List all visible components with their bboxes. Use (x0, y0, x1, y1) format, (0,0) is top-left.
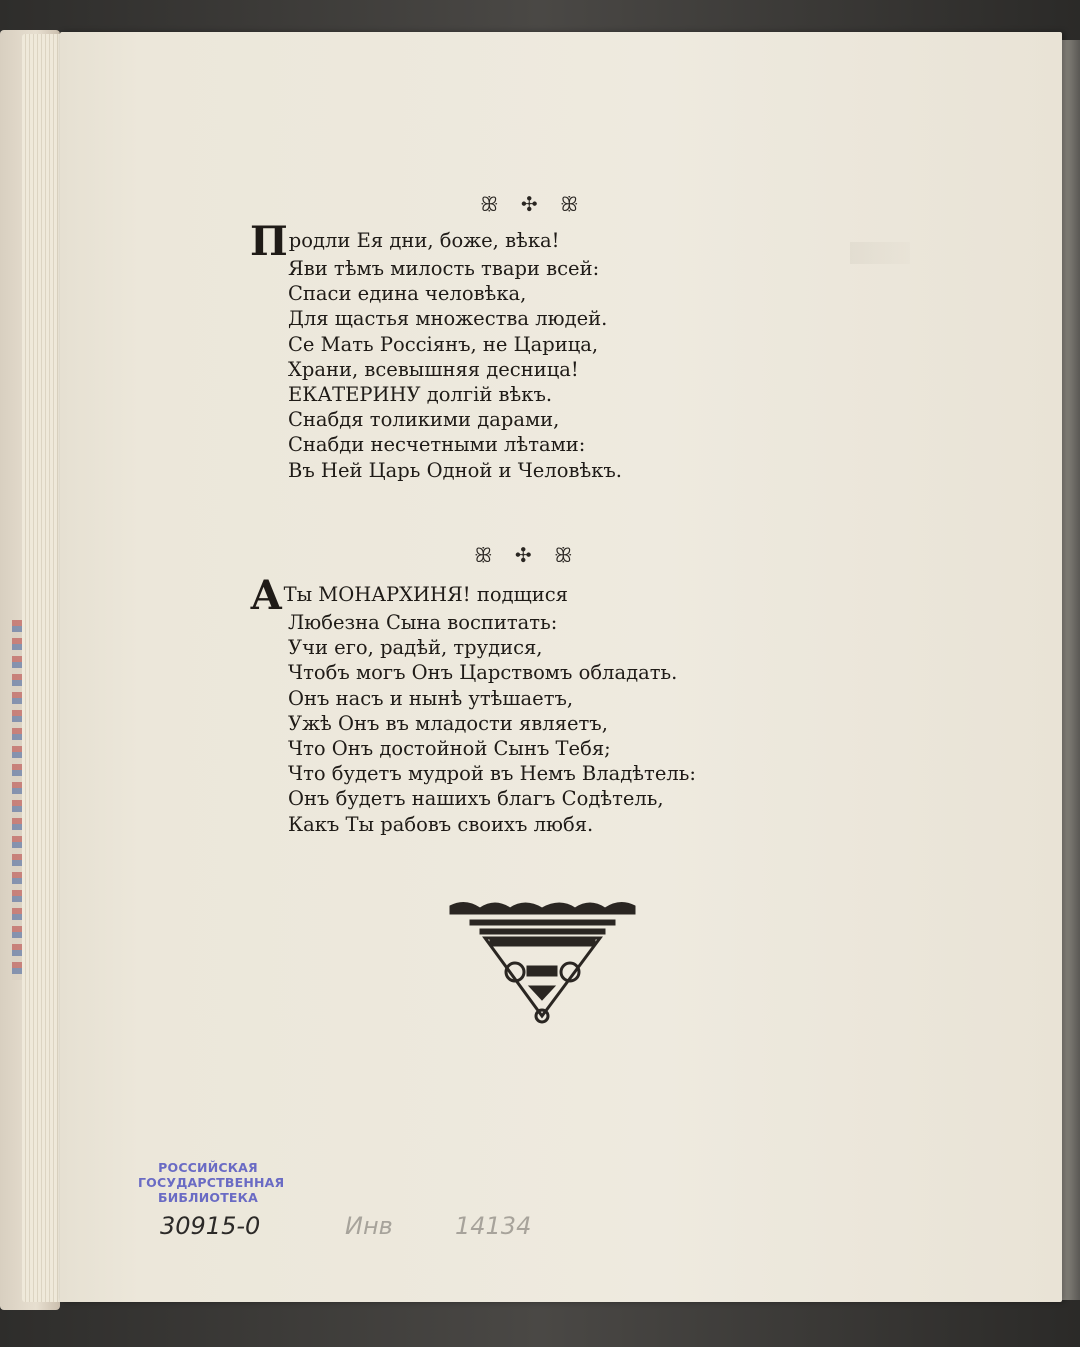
stanza-2-line-8: Что будетъ мудрой въ Немъ Владѣтель: (288, 762, 696, 786)
stanza-1-line-10: Въ Ней Царь Одной и Человѣкъ. (288, 458, 622, 482)
drop-cap: П (250, 218, 288, 265)
stanza-1-line-3: Спаси едина человѣка, (288, 282, 527, 306)
stanza-1-line-1 (250, 218, 622, 265)
drop-cap: А (250, 572, 283, 619)
stanza-2-line-5: Онъ насъ и нынѣ утѣшаетъ, (288, 686, 574, 710)
shelfmark-middle: Инв (345, 1212, 393, 1240)
library-stamp (138, 1160, 285, 1205)
stanza-1-line-8: Снабдя толикими дарами, (288, 408, 560, 432)
shelfmark-right: 14134 (455, 1212, 532, 1240)
bleed-through (850, 242, 910, 264)
stamp-line-2: ГОСУДАРСТВЕННАЯ (138, 1175, 285, 1190)
stanza-2-line-2: Любезна Сына воспитать: (288, 611, 558, 634)
stanza-2-line-10: Какъ Ты рабовъ своихъ любя. (288, 812, 594, 836)
stanza-2-line-9: Онъ будетъ нашихъ благъ Содѣтель, (288, 787, 664, 811)
stanza-2 (250, 572, 696, 837)
line-text: Ты МОНАРХИНЯ! подщися (283, 583, 568, 606)
stamp-line-1: РОССИЙСКАЯ (158, 1160, 258, 1175)
stanza-2-line-3: Учи его, радѣй, трудися, (288, 636, 543, 660)
stanza-1-line-6: Храни, всевышняя десница! (288, 357, 579, 381)
tailpiece-ornament-icon (445, 898, 640, 1028)
ornament-top: ꕥ ✣ ꕥ (480, 192, 587, 216)
stanza-1-line-7: ЕКАТЕРИНУ долгій вѣкъ. (288, 383, 553, 407)
stanza-1-line-9: Снабди несчетными лѣтами: (288, 433, 586, 457)
stamp-line-3: БИБЛИОТЕКА (158, 1190, 258, 1205)
line-text: родли Ея дни, боже, вѣка! (288, 229, 560, 252)
shelfmark-left: 30915-0 (160, 1212, 261, 1240)
stanza-2-line-4: Чтобъ могъ Онъ Царствомъ обладать. (288, 661, 678, 685)
stanza-2-line-7: Что Онъ достойной Сынъ Тебя; (288, 737, 611, 761)
marbled-edge (12, 620, 22, 980)
ornament-middle: ꕥ ✣ ꕥ (474, 543, 581, 567)
stanza-1 (250, 218, 622, 483)
stanza-2-line-6: Ужѣ Онъ въ младости являетъ, (288, 711, 608, 735)
stanza-1-line-5: Се Мать Россіянъ, не Царица, (288, 332, 599, 356)
stanza-2-line-1 (250, 572, 696, 619)
stanza-1-line-4: Для щастья множества людей. (288, 307, 608, 331)
stanza-1-line-2: Яви тѣмъ милость твари всей: (288, 257, 600, 280)
